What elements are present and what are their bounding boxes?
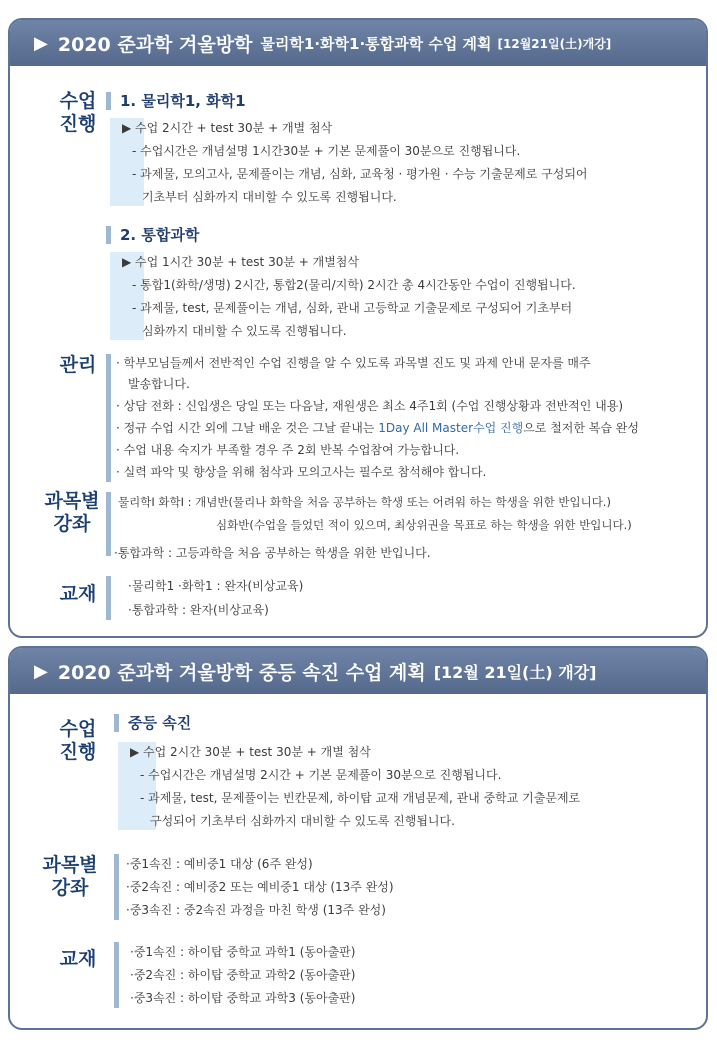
course-types-label <box>32 854 108 900</box>
text-line: - 통합1(화학/생명) 2시간, 통합2(물리/지학) 2시간 총 4시간동안 수업이 진행됩니다. <box>132 278 576 292</box>
middle-accel-title: 중등 속진 <box>128 714 192 732</box>
label-line: 관리 <box>59 354 97 376</box>
play-arrow-icon: ▶ <box>34 660 48 682</box>
text-line: · 학부모님들께서 전반적인 수업 진행을 알 수 있도록 과목별 진도 및 과제 안내 문자를 매주 <box>116 356 591 370</box>
middle-school-plan-panel <box>8 646 708 1030</box>
text-line: 발송합니다. <box>128 377 190 391</box>
text-line: ·중3속진 : 중2속진 과정을 마친 학생 (13주 완성) <box>126 903 386 917</box>
label-line: 교재 <box>59 583 97 605</box>
banner-title: 2020 준과학 겨울방학 중등 속진 수업 계획 <box>57 661 426 684</box>
banner-title: 2020 준과학 겨울방학 <box>57 33 253 56</box>
text-line: - 과제물, 모의고사, 문제풀이는 개념, 심화, 교육청 · 평가원 · 수능 기출문제로 구성되어 <box>132 167 588 181</box>
label-line: 강좌 <box>53 513 91 535</box>
banner-date: [12월 21일(土) 개강] <box>433 662 597 682</box>
course-types-label <box>36 490 108 536</box>
text-line: ▶ 수업 2시간 30분 + test 30분 + 개별 첨삭 <box>130 745 371 759</box>
text-line: 심화반(수업을 들었던 적이 있으며, 최상위권을 목표로 하는 학생을 위한 반입니다.) <box>216 518 632 532</box>
middle-school-plan-banner <box>10 648 706 694</box>
text-line: ·중2속진 : 하이탑 중학교 과학2 (동아출판) <box>130 968 356 982</box>
class-progress-label <box>48 718 108 764</box>
label-line: 진행 <box>59 113 97 135</box>
text-line: - 수업시간은 개념설명 2시간 + 기본 문제풀이 30분으로 진행됩니다. <box>140 768 502 782</box>
section-bar <box>106 92 111 110</box>
text-line: 물리학I 화학I : 개념반(물리나 화학을 처음 공부하는 학생 또는 어려워 하는 학생을 위한 반입니다.) <box>118 495 611 509</box>
review-line <box>116 420 639 436</box>
text-line: ·중1속진 : 예비중1 대상 (6주 완성) <box>126 857 313 871</box>
text-line: - 과제물, test, 문제풀이는 빈칸문제, 하이탑 교재 개념문제, 관내 중학교 기출문제로 <box>140 791 581 805</box>
text-line: ·통합과학 : 고등과학을 처음 공부하는 학생을 위한 반입니다. <box>114 546 431 560</box>
label-line: 수업 <box>59 90 97 112</box>
physics-chemistry-title: 1. 물리학1, 화학1 <box>120 92 246 110</box>
text-line: ·중2속진 : 예비중2 또는 예비중1 대상 (13주 완성) <box>126 880 394 894</box>
section-bar <box>106 492 111 556</box>
text-line: ·물리학1 ·화학1 : 완자(비상교육) <box>128 579 304 593</box>
label-line: 과목별 <box>44 490 100 512</box>
text-line: · 실력 파악 및 향상을 위해 첨삭과 모의고사는 필수로 참석해야 합니다. <box>116 465 487 479</box>
text-line: ·중1속진 : 하이탑 중학교 과학1 (동아출판) <box>130 945 356 959</box>
review-suffix: 으로 철저한 복습 완성 <box>523 421 639 435</box>
text-line: 구성되어 기초부터 심화까지 대비할 수 있도록 진행됩니다. <box>150 814 455 828</box>
play-arrow-icon: ▶ <box>34 32 48 54</box>
text-line: ▶ 수업 2시간 + test 30분 + 개별 첨삭 <box>122 121 333 135</box>
text-line: - 과제물, test, 문제풀이는 개념, 심화, 관내 고등학교 기출문제로 구성되어 기초부터 <box>132 301 573 315</box>
text-line: ▶ 수업 1시간 30분 + test 30분 + 개별첨삭 <box>122 255 359 269</box>
text-line: 심화까지 대비할 수 있도록 진행됩니다. <box>142 324 347 338</box>
section-bar <box>106 354 111 482</box>
integrated-science-title: 2. 통합과학 <box>120 226 200 244</box>
label-line: 강좌 <box>51 877 89 899</box>
text-line: ·중3속진 : 하이탑 중학교 과학3 (동아출판) <box>130 991 356 1005</box>
text-line: 기초부터 심화까지 대비할 수 있도록 진행됩니다. <box>142 190 397 204</box>
label-line: 진행 <box>59 741 97 763</box>
high-school-plan-panel <box>8 18 708 638</box>
section-bar <box>106 576 111 620</box>
section-bar <box>114 942 119 1008</box>
text-line: · 상담 전화 : 신입생은 당일 또는 다음날, 재원생은 최소 4주1회 (수업 진행상황과 전반적인 내용) <box>116 399 624 413</box>
text-line: · 수업 내용 숙지가 부족할 경우 주 2회 반복 수업참여 가능합니다. <box>116 443 460 457</box>
text-line: - 수업시간은 개념설명 1시간30분 + 기본 문제풀이 30분으로 진행됩니다. <box>132 144 521 158</box>
label-line: 과목별 <box>42 854 98 876</box>
banner-date: [12월21일(土)개강] <box>497 36 612 51</box>
class-progress-label <box>48 90 108 136</box>
text-line: ·통합과학 : 완자(비상교육) <box>128 603 269 617</box>
label-line: 교재 <box>59 948 97 970</box>
review-prefix: · 정규 수업 시간 외에 그날 배운 것은 그날 끝내는 <box>116 421 379 435</box>
review-highlight: 1Day All Master수업 진행 <box>378 421 524 435</box>
high-school-plan-banner <box>10 20 706 66</box>
section-bar <box>114 714 119 732</box>
section-bar <box>106 226 111 244</box>
section-bar <box>114 854 119 920</box>
label-line: 수업 <box>59 718 97 740</box>
banner-subtitle: 물리학1·화학1·통합과학 수업 계획 <box>260 34 492 53</box>
textbook-label <box>48 948 108 971</box>
management-label <box>48 354 108 377</box>
textbook-label <box>48 583 108 606</box>
